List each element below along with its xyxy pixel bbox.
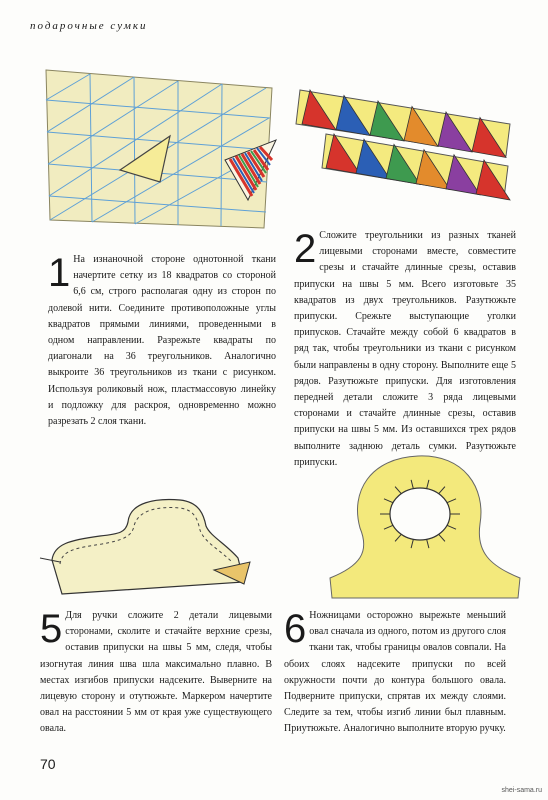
step-number: 5 [40, 607, 63, 651]
illustration-patchwork-rows [296, 70, 518, 200]
step-5 [40, 608, 272, 738]
step-text: На изнаночной стороне однотонной ткани начертите сетку из 18 квадратов со стороной 6,6 см, строго располагая одну из сторон по долевой нити. Соедините противоположные углы квадратов прямыми линиями, проведенными в одном направлении. Разрежьте квадраты по диагонали на 36 треугольников. Аналогично выкроите 36 треугольников из ткани с рисунком. Используя роликовый нож, пластмассовую линейку и подложку для раскроя, одновременно можно разрезать 2 слоя ткани. [48, 254, 276, 428]
step-text: Сложите треугольники из разных тканей лицевыми сторонами вместе, совместите срезы и стачайте длинные срезы, оставив припуски на швы 5 мм. Всего изготовьте 35 квадратов из двух треугольников. Разутюжьте припуски. Срежьте выступающие уголки припусков. Стачайте между собой 6 квадратов в ряд так, чтобы треугольники из ткани с рисунком были направлены в одну сторону. Выполните еще 5 рядов. Разутюжьте припуски. Для изготовления передней детали сложите 3 ряда лицевыми сторонами и стачайте длинные срезы, оставив припуски на швы 5 мм. Из оставшихся трех рядов выполните заднюю деталь сумки. Разутюжьте припуски. [294, 230, 516, 468]
illustration-oval-handle [330, 448, 520, 598]
handle-piece [52, 500, 244, 594]
illustration-grid-cutting [40, 60, 280, 235]
step-number: 1 [48, 251, 71, 295]
running-head: подарочные сумки [30, 20, 148, 32]
step-number: 6 [284, 607, 307, 651]
step-6 [284, 608, 506, 738]
step-text: Ножницами осторожно вырежьте меньший овал сначала из одного, потом из другого слоя ткани так, чтобы границы овалов совпали. На обоих слоях надсеките припуски по всей окружности почти до контура большого овала. Подверните припуски, спрятав их между слоями. Следите за тем, чтобы изгиб линии был плавным. Приутюжьте. Аналогично выполните вторую ручку. [284, 610, 506, 735]
watermark: shei-sama.ru [501, 787, 542, 794]
step-2 [294, 228, 516, 471]
page-number: 70 [40, 756, 56, 772]
illustration-handle-seam [40, 492, 270, 600]
step-text: Для ручки сложите 2 детали лицевыми сторонами, сколите и стачайте верхние срезы, оставив припуски на швы 5 мм, следя, чтобы изогнутая линия шва шла максимально плавно. В местах изгибов припуски надсеките. Выверните на лицевую сторону и отутюжьте. Маркером начертите овал на расстоянии 5 мм от края уже существующего овала. [40, 610, 272, 735]
oval-hole [390, 488, 450, 540]
step-1 [48, 252, 276, 430]
step-number: 2 [294, 227, 317, 271]
